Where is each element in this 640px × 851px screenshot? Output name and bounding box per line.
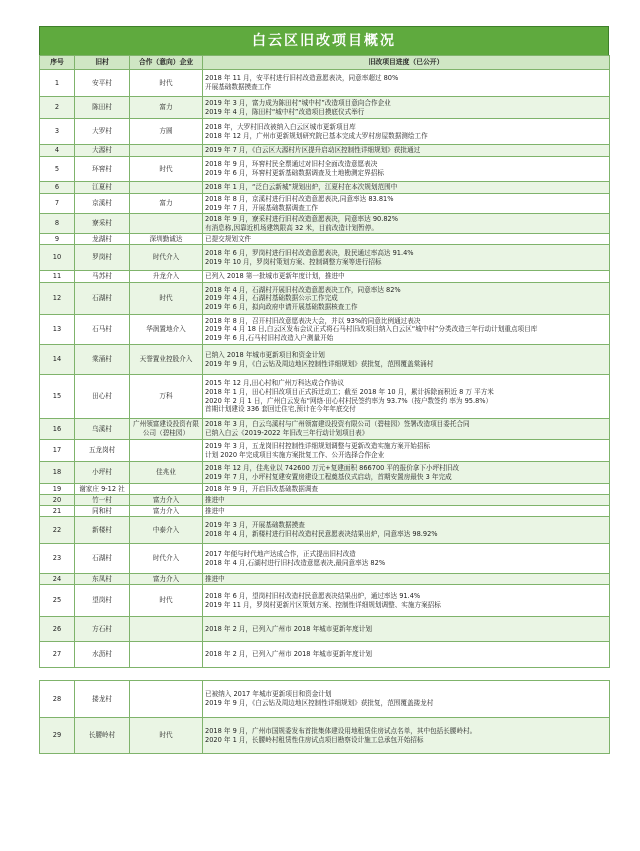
progress-entry: 计划 2020 年完成项目实施方案批复工作、公开选择合作企业 — [205, 450, 385, 459]
table-row — [40, 145, 610, 157]
table-body — [40, 70, 610, 668]
row-number: 28 — [40, 681, 75, 718]
progress-entry: 2019 年 4 月 18 日,白云区发布会议正式将石马村旧改项目纳入白云区“城中村”分类改造三年行动计划重点项目库 — [205, 325, 538, 334]
row-number: 25 — [40, 585, 75, 617]
partner-company: 时代介入 — [130, 544, 203, 574]
progress-cell — [203, 617, 610, 642]
header-partner: 合作（意向）企业 — [130, 56, 203, 70]
progress-entry: 首期计划建设 336 套回迁住宅,预计在今年年底交付 — [205, 405, 356, 414]
row-number: 23 — [40, 544, 75, 574]
progress-entry: 2019 年 3 月，开展基础数据摸查 — [205, 521, 305, 530]
row-number: 27 — [40, 642, 75, 668]
progress-entry: 2018 年 8 月，召开村旧改意愿表决大会，并以 93%的同意比例通过表决 — [205, 316, 421, 325]
header-no: 序号 — [40, 56, 75, 70]
row-number: 26 — [40, 617, 75, 642]
row-number: 9 — [40, 234, 75, 245]
progress-entry: 有消息称,因靠近机场建筑限高 32 米，目前改造计划暂停。 — [205, 223, 378, 232]
village-name: 罗岗村 — [75, 245, 130, 271]
partner-company: 天誉置业控股介入 — [130, 345, 203, 375]
progress-entry: 2019 年 4 月，陈田村“城中村”改造项目摸底仪式举行 — [205, 107, 365, 116]
progress-cell — [203, 681, 610, 718]
table-row — [40, 506, 610, 517]
village-name: 乌溪村 — [75, 419, 130, 440]
progress-entry: 已纳入 2018 年城市更新项目和资金计划 — [205, 350, 325, 359]
progress-entry: 2018 年 4 月，石湖村开展旧村改造意愿表决工作，同意率达 82% — [205, 285, 401, 294]
row-number: 7 — [40, 194, 75, 214]
village-name: 小坪村 — [75, 462, 130, 484]
progress-cell — [203, 544, 610, 574]
row-number: 4 — [40, 145, 75, 157]
progress-entry: 2018 年 9 月，广州市国规委发布首批集体建设用地租赁住房试点名单，其中包括长腰岭村。 — [205, 726, 477, 735]
progress-entry: 2018 年，大罗村旧改被纳入白云区城市更新项目库 — [205, 122, 356, 131]
row-number: 10 — [40, 245, 75, 271]
row-number: 24 — [40, 574, 75, 585]
progress-entry: 2018 年 1 月，田心村旧改项目正式拆迁动工；截至 2018 年 10 月，累计拆除面积近 8 万 平方米 — [205, 387, 494, 396]
table-row — [40, 182, 610, 194]
table-row — [40, 718, 610, 754]
progress-entry: 2020 年 1 月，长腰岭村租赁性住房试点项目勘察设计施工总承包开始招标 — [205, 735, 424, 744]
row-number: 16 — [40, 419, 75, 440]
progress-cell — [203, 214, 610, 234]
progress-entry: 推进中 — [205, 495, 225, 504]
progress-cell — [203, 234, 610, 245]
progress-cell — [203, 440, 610, 462]
row-number: 5 — [40, 157, 75, 182]
row-number: 1 — [40, 70, 75, 97]
partner-company: 时代 — [130, 70, 203, 97]
village-name: 东凤村 — [75, 574, 130, 585]
partner-company: 富力介入 — [130, 574, 203, 585]
row-number: 2 — [40, 97, 75, 119]
row-number: 12 — [40, 283, 75, 315]
progress-entry: 2019 年 9 月，《白云钻及周边地区控制性详细规划》获批复，范围覆盖棠涌村 — [205, 359, 434, 368]
village-name: 棠涌村 — [75, 345, 130, 375]
village-name: 竹一村 — [75, 495, 130, 506]
table-body-continued — [40, 681, 610, 754]
table-row — [40, 283, 610, 315]
village-name: 同和村 — [75, 506, 130, 517]
progress-cell — [203, 182, 610, 194]
document-title: 白云区旧改项目概况 — [39, 26, 609, 55]
table-row — [40, 440, 610, 462]
table-row — [40, 315, 610, 345]
progress-entry: 2018 年 12 月，佳兆业以 742600 万元+复建面积 866700 平的报价拿下小坪村旧改 — [205, 463, 459, 472]
progress-cell — [203, 97, 610, 119]
village-name: 水沥村 — [75, 642, 130, 668]
progress-entry: 2020 年 2 月 1 日，广州白云发布“网络·田心村村民签约率为 93.7%（按户数签约 率为 95.8%） — [205, 396, 493, 405]
row-number: 8 — [40, 214, 75, 234]
table-row — [40, 194, 610, 214]
progress-entry: 2019 年 6 月，环窖村更新基础数据调查及土地勘测定界招标 — [205, 169, 384, 177]
progress-entry: 已提交规划文件 — [205, 234, 252, 243]
progress-entry: 2018 年 3 月，白云乌溪村与广州领富建设投资有限公司（碧桂园）签署改造项目委托合同 — [205, 420, 470, 429]
village-name: 京溪村 — [75, 194, 130, 214]
progress-entry: 2019 年 7 月，开展基础数据调查工作 — [205, 203, 318, 212]
progress-cell — [203, 345, 610, 375]
progress-entry: 2018 年 9 月，开启旧改基础数据调查 — [205, 484, 318, 493]
partner-company — [130, 214, 203, 234]
village-name: 安平村 — [75, 70, 130, 97]
progress-entry: 已列入 2018 第一批城市更新年度计划，推进中 — [205, 272, 345, 281]
progress-cell — [203, 574, 610, 585]
table-row — [40, 119, 610, 145]
village-name: 石马村 — [75, 315, 130, 345]
progress-entry: 2018 年 2 月，已列入广州市 2018 年城市更新年度计划 — [205, 624, 372, 633]
progress-entry: 2018 年 4 月,石湖村进行旧村改造意愿表决,最同意率达 82% — [205, 558, 386, 567]
progress-cell — [203, 495, 610, 506]
progress-entry: 2018 年 9 月，寮采村进行旧村改造意愿表决，同意率达 90.82% — [205, 214, 398, 223]
partner-company: 深圳勤诚达 — [130, 234, 203, 245]
row-number: 11 — [40, 271, 75, 283]
header-village: 旧村 — [75, 56, 130, 70]
village-name: 新楼村 — [75, 517, 130, 544]
progress-cell — [203, 283, 610, 315]
partner-company: 时代 — [130, 585, 203, 617]
table-header-row — [40, 56, 610, 70]
partner-company: 中泰介入 — [130, 517, 203, 544]
progress-entry: 推进中 — [205, 574, 225, 583]
progress-entry: 已被纳入 2017 年城市更新项目和资金计划 — [205, 690, 332, 699]
village-name: 马苏村 — [75, 271, 130, 283]
village-name: 石湖村 — [75, 544, 130, 574]
village-name: 江夏村 — [75, 182, 130, 194]
progress-cell — [203, 506, 610, 517]
row-number: 19 — [40, 484, 75, 495]
village-name: 五龙岗村 — [75, 440, 130, 462]
progress-cell — [203, 517, 610, 544]
row-number: 29 — [40, 718, 75, 754]
row-number: 3 — [40, 119, 75, 145]
partner-company — [130, 642, 203, 668]
progress-entry: 已纳入白云《2019-2022 年旧改三年行动计划项目表》 — [205, 429, 369, 437]
village-name: 环窖村 — [75, 157, 130, 182]
village-name: 寮采村 — [75, 214, 130, 234]
progress-cell — [203, 484, 610, 495]
partner-company: 广州领富建设投资有限公司（碧桂园） — [130, 419, 203, 440]
progress-cell — [203, 585, 610, 617]
progress-cell — [203, 718, 610, 754]
progress-cell — [203, 462, 610, 484]
progress-cell — [203, 119, 610, 145]
progress-entry: 2018 年 1 月，“泛白云新城”规划出炉，江夏村在本次规划范围中 — [205, 183, 398, 192]
village-name: 石湖村 — [75, 283, 130, 315]
partner-company — [130, 617, 203, 642]
progress-cell — [203, 194, 610, 214]
row-number: 6 — [40, 182, 75, 194]
row-number: 17 — [40, 440, 75, 462]
progress-cell — [203, 419, 610, 440]
table-row — [40, 157, 610, 182]
partner-company: 华润置地介入 — [130, 315, 203, 345]
partner-company: 方圆 — [130, 119, 203, 145]
progress-entry: 2015 年 12 月,田心村和广州万科达成合作协议 — [205, 379, 345, 388]
progress-entry: 2019 年 9 月，《白云钻及周边地区控制性详细规划》获批复，范围覆盖搂龙村 — [205, 699, 434, 707]
row-number: 21 — [40, 506, 75, 517]
village-name: 方石村 — [75, 617, 130, 642]
table-row — [40, 585, 610, 617]
table-row — [40, 70, 610, 97]
village-name: 大罗村 — [75, 119, 130, 145]
table-row — [40, 574, 610, 585]
partner-company — [130, 182, 203, 194]
table-row — [40, 214, 610, 234]
table-row — [40, 617, 610, 642]
project-overview-document — [39, 26, 609, 754]
partner-company: 时代 — [130, 283, 203, 315]
progress-entry: 2019 年 11 月，罗岗村更新片区策划方案、控制性详细规划调整、实施方案招标 — [205, 600, 441, 609]
table-row — [40, 234, 610, 245]
table-row — [40, 97, 610, 119]
partner-company — [130, 145, 203, 157]
partner-company: 富力 — [130, 97, 203, 119]
progress-entry: 2019 年 10 月，罗岗村策划方案、控制调整方案等进行招标 — [205, 257, 382, 266]
village-name: 望岗村 — [75, 585, 130, 617]
partner-company: 升龙介入 — [130, 271, 203, 283]
partner-company: 万科 — [130, 375, 203, 419]
village-name: 陈田村 — [75, 97, 130, 119]
table-row — [40, 484, 610, 495]
progress-cell — [203, 271, 610, 283]
progress-entry: 开展基础数据摸查工作 — [205, 83, 271, 91]
table-row — [40, 495, 610, 506]
progress-cell — [203, 315, 610, 345]
row-number: 14 — [40, 345, 75, 375]
progress-entry: 2019 年 6 月,石马村旧村改造入户测量开始 — [205, 333, 334, 342]
village-name: 大源村 — [75, 145, 130, 157]
progress-entry: 2018 年 4 月，新楼村进行旧村改造村民意愿表决结果出炉，同意率达 98.92% — [205, 530, 438, 538]
project-table — [39, 55, 610, 668]
partner-company: 时代 — [130, 157, 203, 182]
progress-cell — [203, 375, 610, 419]
row-number: 15 — [40, 375, 75, 419]
table-row — [40, 544, 610, 574]
progress-cell — [203, 70, 610, 97]
progress-entry: 2019 年 7 月，小坪村复建安置房建设工程奠基仪式启动，首期安置房最快 3 年完成 — [205, 472, 452, 481]
progress-entry: 2018 年 2 月，已列入广州市 2018 年城市更新年度计划 — [205, 650, 372, 659]
village-name: 田心村 — [75, 375, 130, 419]
progress-entry: 2019 年 7 月，《白云区大源村片区提升启动区控制性详细规划》获批通过 — [205, 146, 421, 155]
row-number: 13 — [40, 315, 75, 345]
progress-entry: 2018 年 11 月，安平村进行旧村改造意愿表决，同意率超过 80% — [205, 74, 399, 83]
progress-entry: 2019 年 4 月，石湖村基础数据公示工作完成 — [205, 294, 338, 303]
village-name: 长腰岭村 — [75, 718, 130, 754]
table-row — [40, 419, 610, 440]
progress-entry: 推进中 — [205, 506, 225, 515]
partner-company — [130, 681, 203, 718]
progress-entry: 2018 年 12 月，广州市更新规划研究院已基本完成大罗村房屋数据测绘工作 — [205, 131, 428, 140]
row-number: 22 — [40, 517, 75, 544]
table-row — [40, 681, 610, 718]
village-name: 龙湖村 — [75, 234, 130, 245]
table-row — [40, 345, 610, 375]
partner-company — [130, 440, 203, 462]
progress-entry: 2019 年 3 月，富力成为陈田村“城中村”改造项目意向合作企业 — [205, 98, 391, 107]
progress-cell — [203, 145, 610, 157]
table-row — [40, 375, 610, 419]
progress-cell — [203, 245, 610, 271]
progress-entry: 2018 年 6 月，望岗村旧村改造村民意愿表决结果出炉，通过率达 91.4% — [205, 591, 421, 600]
village-name: 谢家庄 9-12 社 — [75, 484, 130, 495]
row-number: 18 — [40, 462, 75, 484]
partner-company: 富力介入 — [130, 495, 203, 506]
table-row — [40, 517, 610, 544]
table-row — [40, 462, 610, 484]
table-row — [40, 245, 610, 271]
progress-entry: 2017 年便与时代地产达成合作，正式提出旧村改造 — [205, 549, 356, 558]
progress-entry: 2019 年 3 月，五龙岗旧村控制性详细规划调整与更新改造实施方案开始招标 — [205, 441, 431, 450]
progress-entry: 2019 年 6 月，拟向政府申请开展基础数据核查工作 — [205, 302, 358, 311]
progress-cell — [203, 157, 610, 182]
project-table-continued — [39, 680, 610, 754]
table-row — [40, 271, 610, 283]
header-progress: 旧改项目进度（已公开） — [203, 56, 610, 70]
partner-company — [130, 484, 203, 495]
partner-company: 时代 — [130, 718, 203, 754]
table-row — [40, 642, 610, 668]
progress-entry: 2018 年 8 月，京溪村进行旧村改造意愿表决,同意率达 83.81% — [205, 194, 394, 203]
village-name: 搂龙村 — [75, 681, 130, 718]
progress-cell — [203, 642, 610, 668]
row-number: 20 — [40, 495, 75, 506]
partner-company: 时代介入 — [130, 245, 203, 271]
progress-entry: 2018 年 6 月，罗岗村进行旧村改造意愿表决，股民通过率高达 91.4% — [205, 248, 414, 257]
progress-entry: 2018 年 9 月，环窖村民全票通过对旧村全面改造意愿表决 — [205, 160, 378, 169]
partner-company: 富力 — [130, 194, 203, 214]
partner-company: 富力介入 — [130, 506, 203, 517]
partner-company: 佳兆业 — [130, 462, 203, 484]
